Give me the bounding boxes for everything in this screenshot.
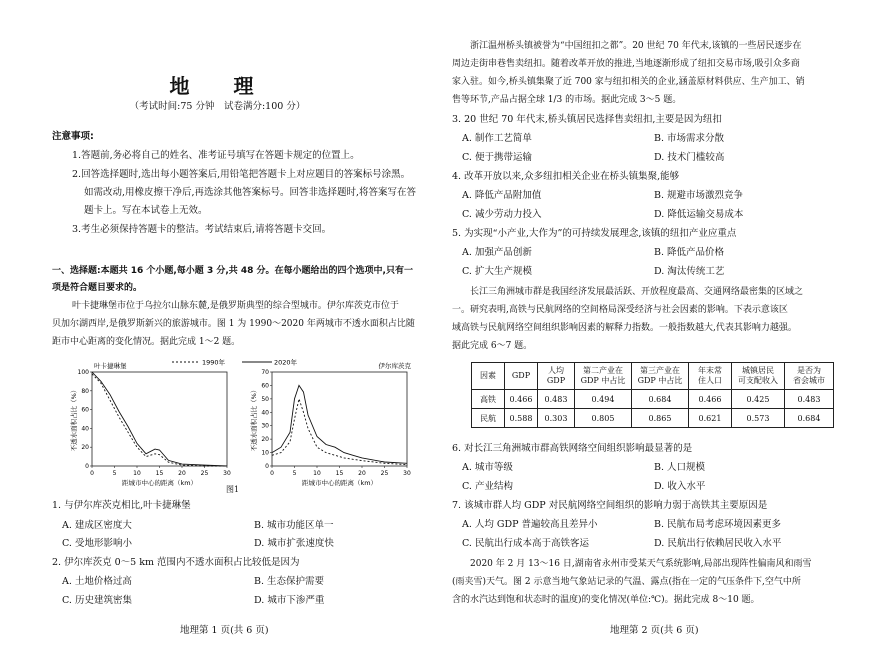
q6-stem: 6. 对长江三角洲城市群高铁网络空间组织影响最显著的是 [452, 443, 693, 454]
x-tick-label: 30 [223, 470, 231, 477]
notice-3: 3.考生必须保持答题卡的整洁。考试结束后,请将答题卡交回。 [72, 224, 332, 235]
q5-stem: 5. 为实现“小产业,大作为”的可持续发展理念,该镇的纽扣产业应重点 [452, 228, 737, 239]
x-tick-label: 10 [133, 470, 141, 477]
y-tick-label: 20 [261, 436, 269, 444]
page-footer-left: 地理第 1 页(共 6 页) [180, 625, 269, 636]
table-cell: 0.588 [505, 409, 538, 428]
table-cell: 0.684 [632, 390, 689, 409]
notice-2-cont: 如需改动,用橡皮擦干净后,再选涂其他答案标号。回答非选择题时,将答案写在答 [84, 187, 417, 198]
y-axis-label: 不透水面积占比（%） [70, 386, 78, 452]
q6-option-d[interactable]: D. 收入水平 [654, 481, 706, 492]
factor-table [471, 362, 834, 428]
table-cell: 高铁 [472, 390, 505, 409]
notice-2: 2.回答选择题时,选出每小题答案后,用铅笔把答题卡上对应题目的答案标号涂黑。 [72, 169, 411, 180]
section-1-heading-cont: 项是符合题目要求的。 [52, 283, 143, 293]
table-cell: 0.425 [732, 390, 785, 409]
passage3-line-3: 含的水汽达到饱和状态时的温度)的变化情况(单位:℃)。据此完成 8～10 题。 [452, 595, 760, 605]
chart-title: 伊尔库茨克 [378, 362, 411, 370]
q4-stem: 4. 改革开放以来,众多纽扣相关企业在桥头镇集聚,能够 [452, 171, 680, 182]
q1-option-c[interactable]: C. 受地形影响小 [62, 538, 132, 549]
x-tick-label: 15 [155, 470, 164, 477]
x-tick-label: 30 [403, 470, 411, 477]
x-tick-label: 5 [292, 470, 297, 477]
exam-info: （考试时间:75 分钟 试卷满分:100 分） [129, 101, 306, 112]
q3-stem: 3. 20 世纪 70 年代末,桥头镇居民选择售卖纽扣,主要是因为纽扣 [452, 114, 722, 125]
table-header: GDP [505, 363, 538, 390]
series-line-1990年 [272, 399, 407, 465]
table-cell: 0.483 [785, 390, 834, 409]
table-header: 人均 GDP [538, 363, 575, 390]
q5-option-d[interactable]: D. 淘汰传统工艺 [654, 266, 725, 277]
q1-stem: 1. 与伊尔库茨克相比,叶卡捷琳堡 [52, 500, 191, 511]
x-tick-label: 10 [313, 470, 321, 477]
legend-label-2020: 2020年 [274, 358, 298, 367]
table-cell: 民航 [472, 409, 505, 428]
passage-line-3: 距市中心距离的变化情况。据此完成 1～2 题。 [52, 337, 241, 347]
x-tick-label: 20 [178, 470, 186, 477]
table-cell: 0.466 [505, 390, 538, 409]
x-tick-label: 25 [200, 470, 209, 477]
passage1-line-3: 家入驻。如今,桥头镇集聚了近 700 家与纽扣相关的企业,涵盖原材料供应、生产加工、销 [452, 77, 805, 87]
x-tick-label: 0 [90, 470, 94, 477]
q1-option-a[interactable]: A. 建成区密度大 [62, 520, 132, 531]
y-tick-label: 20 [81, 444, 89, 452]
x-tick-label: 25 [380, 470, 389, 477]
passage1-line-2: 周边走街串巷售卖纽扣。随着改革开放的推进,当地逐渐形成了纽扣交易市场,吸引众多商 [452, 59, 800, 69]
table-cell: 0.466 [689, 390, 732, 409]
q7-option-d[interactable]: D. 民航出行依赖居民收入水平 [654, 538, 782, 549]
table-row [472, 390, 834, 409]
q3-option-b[interactable]: B. 市场需求分散 [654, 133, 725, 144]
y-tick-label: 40 [81, 425, 89, 433]
passage3-line-2: (雨夹雪)天气。图 2 示意当地气象站记录的气温、露点(指在一定的气压条件下,空气中所 [452, 577, 801, 587]
y-tick-label: 30 [261, 422, 269, 430]
y-tick-label: 10 [261, 449, 269, 457]
table-cell: 0.805 [575, 409, 632, 428]
table-header: 第二产业在 GDP 中占比 [575, 363, 632, 390]
chart-title: 叶卡捷琳堡 [94, 362, 127, 370]
series-line-2020年 [272, 385, 407, 463]
q2-option-b[interactable]: B. 生态保护需要 [254, 576, 325, 587]
page-title: 地 理 [169, 74, 266, 98]
table-cell: 0.865 [632, 409, 689, 428]
table-cell: 0.494 [575, 390, 632, 409]
table-header: 年末常 住人口 [689, 363, 732, 390]
table-header-row [472, 363, 834, 390]
y-axis-label: 不透水面积占比（%） [250, 386, 258, 452]
q3-option-c[interactable]: C. 便于携带运输 [462, 152, 532, 163]
y-tick-label: 60 [261, 382, 269, 390]
q2-stem: 2. 伊尔库茨克 0～5 km 范围内不透水面积占比较低是因为 [52, 557, 300, 568]
y-tick-label: 70 [261, 369, 269, 376]
series-line-2020年 [92, 372, 227, 466]
q2-option-d[interactable]: D. 城市下渗严重 [254, 595, 325, 606]
table-header: 是否为 省会城市 [785, 363, 834, 390]
table-cell: 0.303 [538, 409, 575, 428]
q4-option-d[interactable]: D. 降低运输交易成本 [654, 209, 744, 220]
q4-option-a[interactable]: A. 降低产品附加值 [462, 190, 542, 201]
notice-1: 1.答题前,务必将自己的姓名、准考证号填写在答题卡规定的位置上。 [72, 150, 360, 161]
passage2-line-2: 一。研究表明,高铁与民航网络的空间格局深受经济与社会因素的影响。下表示意该区 [452, 305, 788, 315]
q6-option-a[interactable]: A. 城市等级 [462, 462, 513, 473]
legend-label-1990: 1990年 [202, 358, 226, 367]
table-cell: 0.684 [785, 409, 834, 428]
figure-1-charts [50, 352, 430, 492]
q1-option-d[interactable]: D. 城市扩张速度快 [254, 538, 334, 549]
q3-option-d[interactable]: D. 技术门槛较高 [654, 152, 725, 163]
passage-line-2: 贝加尔湖西岸,是俄罗斯新兴的旅游城市。图 1 为 1990～2020 年两城市不透水面积占比随 [52, 319, 415, 329]
figure-caption: 图1 [226, 485, 240, 494]
right-page [440, 0, 870, 645]
y-tick-label: 0 [265, 463, 269, 470]
y-tick-label: 0 [85, 463, 89, 470]
x-axis-label: 距城市中心的距离（km） [301, 479, 378, 487]
passage-line-1: 叶卡捷琳堡市位于乌拉尔山脉东麓,是俄罗斯典型的综合型城市。伊尔库茨克市位于 [72, 301, 399, 311]
table-header: 城镇居民 可支配收入 [732, 363, 785, 390]
notice-2-cont2: 题卡上。写在本试卷上无效。 [84, 205, 208, 216]
q7-option-b[interactable]: B. 民航布局考虑环境因素更多 [654, 519, 782, 530]
x-tick-label: 15 [335, 470, 344, 477]
passage2-line-1: 长江三角洲城市群是我国经济发展最活跃、开放程度最高、交通网络最密集的区域之 [470, 287, 804, 297]
q4-option-c[interactable]: C. 减少劳动力投入 [462, 209, 542, 220]
q5-option-b[interactable]: B. 降低产品价格 [654, 247, 725, 258]
series-line-1990年 [92, 374, 227, 466]
table-header: 第三产业在 GDP 中占比 [632, 363, 689, 390]
q1-option-b[interactable]: B. 城市功能区单一 [254, 520, 334, 531]
table-row [472, 409, 834, 428]
y-tick-label: 60 [81, 406, 89, 414]
q2-option-c[interactable]: C. 历史建筑密集 [62, 595, 132, 606]
passage3-line-1: 2020 年 2 月 13～16 日,湖南省永州市受某天气系统影响,局部出现阵性偏南风和雨雪 [470, 559, 812, 569]
x-tick-label: 5 [112, 470, 117, 477]
q7-option-c[interactable]: C. 民航出行成本高于高铁客运 [462, 538, 589, 549]
y-tick-label: 40 [261, 409, 269, 417]
passage2-line-3: 域高铁与民航网络空间组织影响因素的解释力指数。一般指数越大,代表其影响力越强。 [452, 323, 797, 333]
q2-option-a[interactable]: A. 土地价格过高 [62, 576, 132, 587]
q7-stem: 7. 该城市群人均 GDP 对民航网络空间组织的影响力弱于高铁其主要原因是 [452, 500, 768, 511]
q6-option-c[interactable]: C. 产业结构 [462, 481, 513, 492]
passage2-line-4: 据此完成 6～7 题。 [452, 341, 533, 351]
q6-option-b[interactable]: B. 人口规模 [654, 462, 706, 473]
section-1-heading: 一、选择题:本题共 16 个小题,每小题 3 分,共 48 分。在每小题给出的四个选项中,只有一 [52, 266, 413, 276]
passage1-line-4: 售等环节,产品占据全球 1/3 的市场。据此完成 3～5 题。 [452, 95, 682, 105]
x-tick-label: 0 [270, 470, 274, 477]
table-cell: 0.573 [732, 409, 785, 428]
y-tick-label: 80 [81, 387, 89, 395]
x-tick-label: 20 [358, 470, 366, 477]
x-axis-label: 距城市中心的距离（km） [121, 479, 198, 487]
q5-option-c[interactable]: C. 扩大生产规模 [462, 266, 532, 277]
table-cell: 0.483 [538, 390, 575, 409]
q5-option-a[interactable]: A. 加强产品创新 [462, 247, 532, 258]
q4-option-b[interactable]: B. 规避市场激烈竞争 [654, 190, 744, 201]
notice-title: 注意事项: [52, 131, 94, 142]
table-cell: 0.621 [689, 409, 732, 428]
q7-option-a[interactable]: A. 人均 GDP 普遍较高且差异小 [462, 519, 598, 530]
passage1-line-1: 浙江温州桥头镇被誉为“中国纽扣之都”。20 世纪 70 年代末,该镇的一些居民逐步在 [470, 41, 802, 51]
q3-option-a[interactable]: A. 制作工艺简单 [462, 133, 532, 144]
table-header: 因素 [472, 363, 505, 390]
y-tick-label: 50 [261, 395, 269, 403]
plot-frame [92, 372, 227, 466]
page-footer-right: 地理第 2 页(共 6 页) [610, 625, 699, 636]
y-tick-label: 100 [77, 369, 89, 376]
